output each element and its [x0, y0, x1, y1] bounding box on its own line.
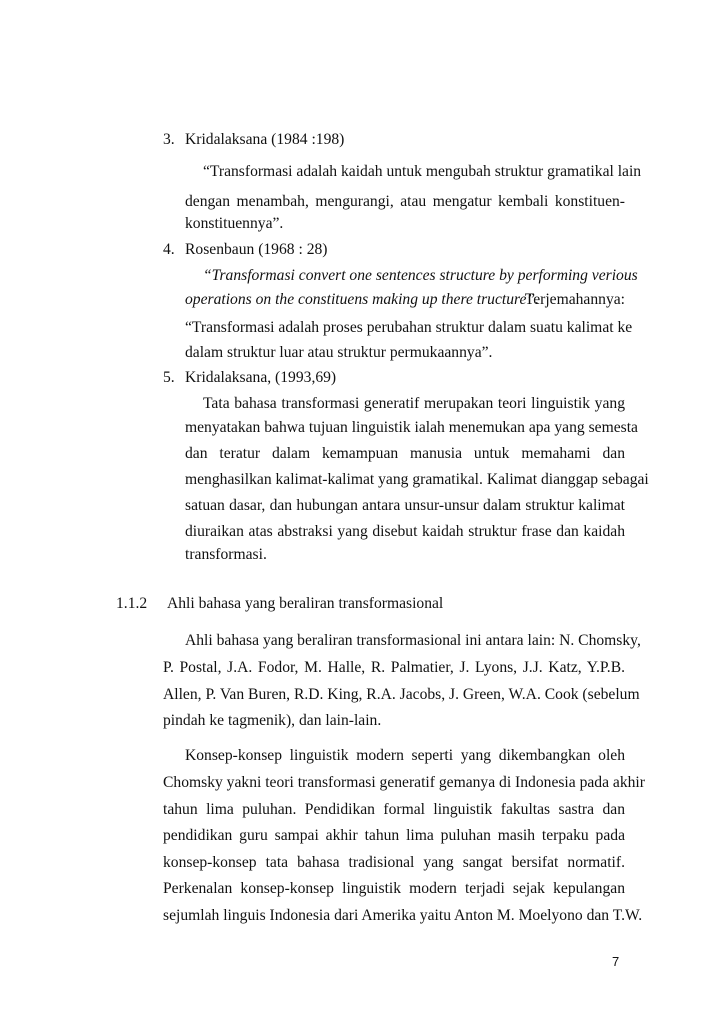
body-line: menghasilkan kalimat-kalimat yang gramatikal. Kalimat dianggap sebagai — [185, 471, 649, 488]
body-line: Tata bahasa transformasi generatif merupakan teori linguistik yang — [203, 395, 625, 412]
paragraph-line: pindah ke tagmenik), dan lain-lain. — [163, 712, 382, 729]
list-item-heading: Rosenbaun (1968 : 28) — [185, 241, 328, 258]
body-line: diuraikan atas abstraksi yang disebut kaidah struktur frase dan kaidah — [185, 523, 625, 540]
body-line: transformasi. — [185, 546, 267, 563]
paragraph-line: Chomsky yakni teori transformasi generatif gemanya di Indonesia pada akhir — [163, 774, 645, 791]
quote-line-mixed — [185, 290, 625, 310]
quote-line: konstituennya”. — [185, 215, 284, 232]
quote-translation-label: Terjemahannya: — [524, 291, 625, 308]
quote-line: “Transformasi adalah proses perubahan struktur dalam suatu kalimat ke — [185, 319, 633, 336]
paragraph-line: Allen, P. Van Buren, R.D. King, R.A. Jacobs, J. Green, W.A. Cook (sebelum — [163, 686, 640, 703]
quote-line: dalam struktur luar atau struktur permukaannya”. — [185, 344, 493, 361]
paragraph-line: pendidikan guru sampai akhir tahun lima puluhan masih terpaku pada — [163, 827, 625, 844]
page-number: 7 — [612, 954, 620, 969]
list-item-heading: Kridalaksana, (1993,69) — [185, 369, 337, 386]
paragraph-line: P. Postal, J.A. Fodor, M. Halle, R. Palmatier, J. Lyons, J.J. Katz, Y.P.B. — [163, 659, 625, 676]
quote-line-italic: “Transformasi convert one sentences structure by performing verious — [203, 267, 638, 284]
paragraph-line: tahun lima puluhan. Pendidikan formal linguistik fakultas sastra dan — [163, 801, 625, 818]
paragraph-line: Perkenalan konsep-konsep linguistik modern terjadi sejak kepulangan — [163, 880, 625, 897]
body-line: dan teratur dalam kemampuan manusia untuk memahami dan — [185, 445, 625, 462]
list-item-number: 4. — [163, 241, 175, 258]
paragraph-line: konsep-konsep tata bahasa tradisional yang sangat bersifat normatif. — [163, 854, 625, 871]
list-item-number: 3. — [163, 131, 175, 148]
list-item-heading: Kridalaksana (1984 :198) — [185, 131, 345, 148]
quote-italic-text: operations on the constituens making up there tructure”. — [185, 291, 539, 308]
paragraph-line: sejumlah linguis Indonesia dari Amerika yaitu Anton M. Moelyono dan T.W. — [163, 907, 643, 924]
list-item-number: 5. — [163, 369, 175, 386]
body-line: satuan dasar, dan hubungan antara unsur-unsur dalam struktur kalimat — [185, 497, 625, 514]
body-line: menyatakan bahwa tujuan linguistik ialah menemukan apa yang semesta — [185, 419, 638, 436]
section-title: Ahli bahasa yang beraliran transformasional — [167, 595, 444, 612]
section-number: 1.1.2 — [116, 595, 148, 612]
paragraph-line: Ahli bahasa yang beraliran transformasional ini antara lain: N. Chomsky, — [185, 632, 641, 649]
quote-line: “Transformasi adalah kaidah untuk mengubah struktur gramatikal lain — [203, 163, 642, 180]
paragraph-line: Konsep-konsep linguistik modern seperti yang dikembangkan oleh — [185, 747, 625, 764]
quote-line: dengan menambah, mengurangi, atau mengatur kembali konstituen- — [185, 193, 625, 210]
